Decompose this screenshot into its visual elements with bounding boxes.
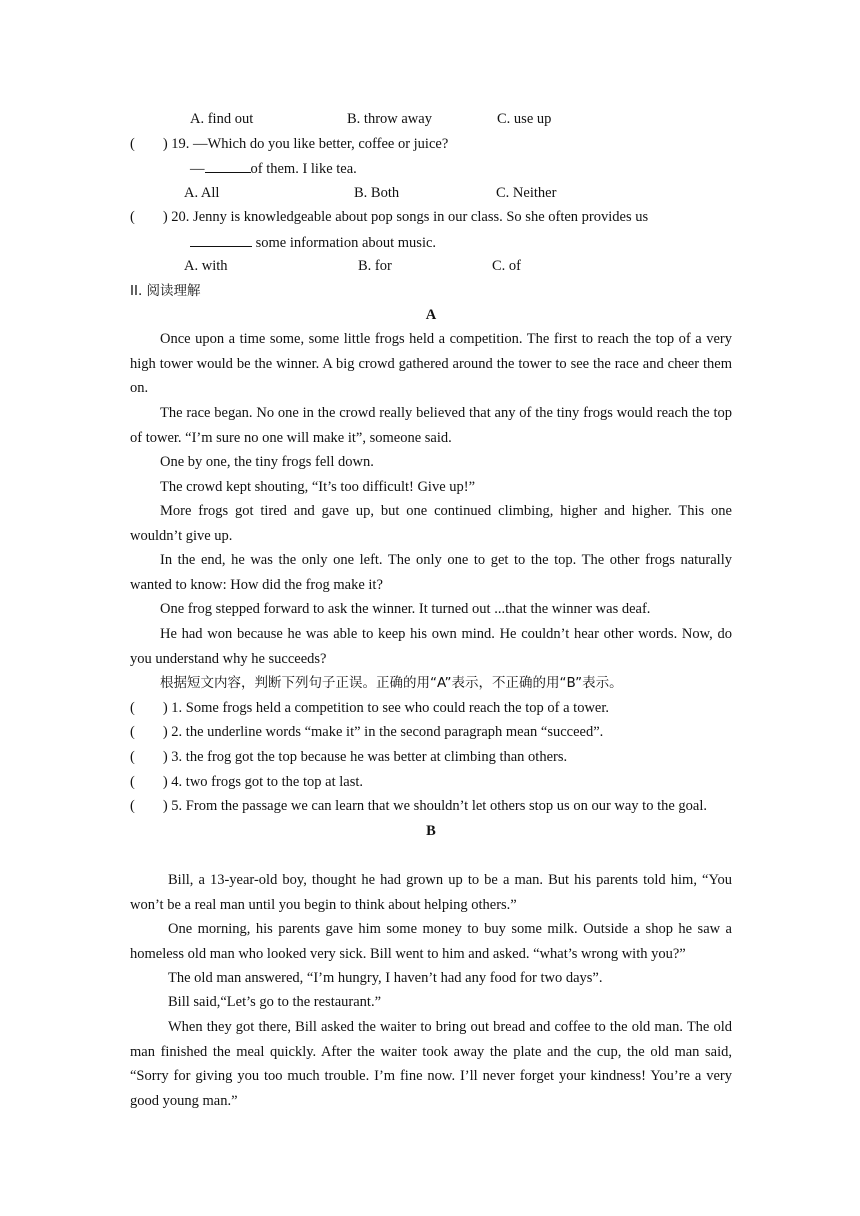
- q19-option-c: C. Neither: [496, 185, 557, 201]
- q20-continuation: [190, 232, 436, 253]
- tf-question-5: ( ) 5. From the passage we can learn that we shouldn’t let others stop us on our way to the goal.: [130, 798, 708, 814]
- tf-question-3-text: ) 3. the frog got the top because he was better at climbing than others.: [162, 749, 568, 765]
- passage-a-paragraph-5: More frogs got tired and gave up, but one continued climbing, higher and higher. This one wouldn’t give up.: [130, 503, 732, 544]
- q18-option-c: C. use up: [497, 111, 552, 127]
- passage-b-paragraph-1: Bill, a 13-year-old boy, thought he had grown up to be a man. But his parents told him, “You won’t be a real man until you begin to think about helping others.”: [130, 872, 732, 913]
- passage-a-paragraph-1: Once upon a time some, some little frogs held a competition. The first to reach the top of a very high tower would be the winner. A big crowd gathered around the tower to see the race and cheer them on.: [130, 331, 732, 397]
- tf-question-1: ( ) 1. Some frogs held a competition to see who could reach the top of a tower.: [130, 700, 610, 716]
- q19-stem: [130, 134, 448, 154]
- passage-a-paragraph-2: The race began. No one in the crowd really believed that any of the tiny frogs would reach the top of tower. “I’m sure no one will make it”, someone said.: [130, 405, 732, 446]
- q19-blank[interactable]: [205, 158, 251, 173]
- passage-b-paragraph-3: The old man answered, “I’m hungry, I haven’t had any food for two days”.: [168, 970, 603, 986]
- q20-cont-text: some information about music.: [252, 235, 437, 251]
- tf-question-2-text: ) 2. the underline words “make it” in the second paragraph mean “succeed”.: [162, 724, 604, 740]
- passage-b-paragraph-5: When they got there, Bill asked the waiter to bring out bread and coffee to the old man. The old man finished the meal quickly. After the waiter took away the plate and the cup, the old man said, “Sorry for giving you too much trouble. I’m fine now. I’ll never forget your kindness! You’re a very good young man.”: [130, 1019, 732, 1109]
- section-title: [130, 281, 201, 301]
- q20-paren: (: [130, 209, 135, 225]
- passage-a-instruction-text: 根据短文内容，判断下列句子正误。正确的用“A”表示，不正确的用“B”表示。: [160, 675, 623, 691]
- q19-option-a: A. All: [184, 185, 220, 201]
- tf-question-4: ( ) 4. two frogs got to the top at last.: [130, 774, 363, 790]
- passage-a-paragraph-8: He had won because he was able to keep his own mind. He couldn’t hear other words. Now, do you understand why he succeeds?: [130, 626, 732, 667]
- passage-a-instruction: [160, 673, 623, 693]
- passage-a-paragraph-6: In the end, he was the only one left. The only one to get to the top. The other frogs naturally wanted to know: How did the frog make it?: [130, 552, 732, 593]
- passage-a-heading: A: [425, 307, 437, 323]
- passage-b-heading: B: [426, 823, 436, 839]
- tf-question-4-text: ) 4. two frogs got to the top at last.: [162, 774, 363, 790]
- tf-question-2: ( ) 2. the underline words “make it” in the second paragraph mean “succeed”.: [130, 724, 604, 740]
- q20-option-c: C. of: [492, 258, 521, 274]
- q20-stem-text: ) 20. Jenny is knowledgeable about pop songs in our class. So she often provides us: [162, 209, 649, 225]
- passage-a-paragraph-7: One frog stepped forward to ask the winner. It turned out ...that the winner was deaf.: [160, 601, 651, 617]
- q19-option-b: B. Both: [354, 185, 400, 201]
- section-title-text: II. 阅读理解: [130, 283, 201, 299]
- q20-option-a: A. with: [184, 258, 228, 274]
- q19-answer-line: [190, 158, 357, 179]
- q18-option-a: A. find out: [190, 111, 254, 127]
- q19-stem-text: ) 19. —Which do you like better, coffee or juice?: [162, 136, 449, 152]
- tf-question-3: ( ) 3. the frog got the top because he was better at climbing than others.: [130, 749, 568, 765]
- q19-dash: —: [190, 161, 205, 177]
- q18-option-b: B. throw away: [347, 111, 432, 127]
- tf-question-5-text: ) 5. From the passage we can learn that we shouldn’t let others stop us on our way to the goal.: [162, 798, 708, 814]
- q20-option-b: B. for: [358, 258, 392, 274]
- passage-b-paragraph-2: One morning, his parents gave him some money to buy some milk. Outside a shop he saw a homeless old man who looked very sick. Bill went to him and asked. “what’s wrong with you?”: [130, 921, 732, 962]
- q20-stem: [130, 207, 648, 227]
- q19-answer-text: of them. I like tea.: [250, 161, 357, 177]
- passage-a-paragraph-3: One by one, the tiny frogs fell down.: [160, 454, 374, 470]
- q20-blank[interactable]: [190, 232, 252, 247]
- passage-b-paragraph-4: Bill said,“Let’s go to the restaurant.”: [168, 994, 382, 1010]
- passage-a-paragraph-4: The crowd kept shouting, “It’s too difficult! Give up!”: [160, 479, 476, 495]
- tf-question-1-text: ) 1. Some frogs held a competition to see who could reach the top of a tower.: [162, 700, 610, 716]
- q19-paren: (: [130, 136, 135, 152]
